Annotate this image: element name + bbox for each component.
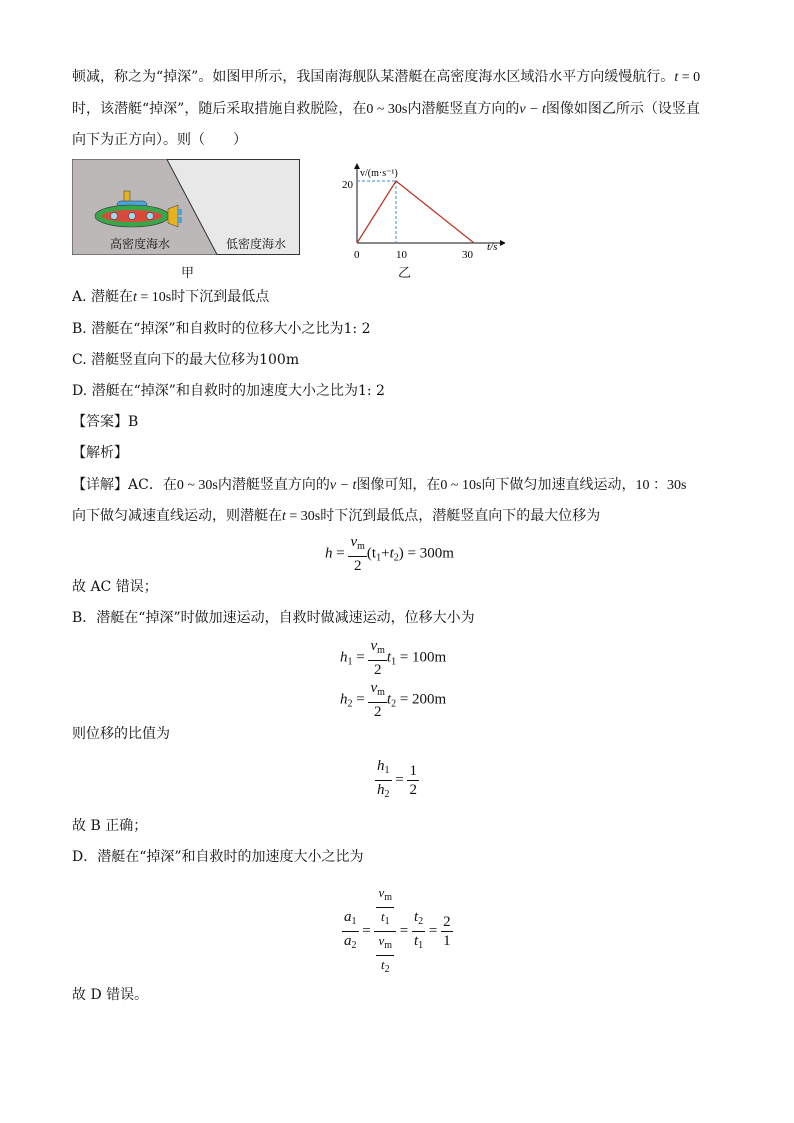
- x-tick-30: 30: [462, 249, 473, 261]
- velocity-series-line: [357, 181, 474, 243]
- d-conclusion: 故 D 错误。: [72, 987, 149, 1003]
- d-heading: D．潜艇在“掉深”和自救时的加速度大小之比为: [72, 849, 364, 865]
- y-axis-label: v/(m·s⁻¹): [360, 168, 398, 179]
- x-tick-10: 10: [396, 249, 407, 261]
- equation-h-max: h = $\frac{v_m}{2}$ $(t_1+t_2) = 300m$: [325, 534, 454, 574]
- detail-line-1: 【详解】AC．在0 ~ 30s内潜艇竖直方向的v − t图像可知，在0 ~ 10s向下做匀加速直线运动，10 ：30s: [72, 477, 687, 493]
- option-a: A. 潜艇在t = 10s时下沉到最低点: [72, 289, 270, 305]
- figure-vt-graph: [330, 163, 505, 273]
- question-line-1: 顿减，称之为“掉深”。如图甲所示，我国南海舰队某潜艇在高密度海水区域沿水平方向缓慢航行。t = 0: [72, 69, 701, 85]
- b-heading: B．潜艇在“掉深”时做加速运动，自救时做减速运动，位移大小为: [72, 610, 475, 626]
- x-axis-label: t/s: [487, 241, 498, 253]
- ac-conclusion: 故 AC 错误；: [72, 579, 158, 595]
- y-tick-20: 20: [342, 179, 353, 191]
- equation-h1: $h_1$ = $\frac{v_m}{2}$ $t_1 = 100m$: [340, 638, 447, 678]
- option-c: C. 潜艇竖直向下的最大位移为100m: [72, 352, 300, 368]
- figure-a-caption: 甲: [181, 266, 195, 281]
- origin-label: 0: [354, 249, 360, 261]
- option-b: B. 潜艇在“掉深”和自救时的位移大小之比为1: 2: [72, 321, 371, 337]
- answer-line: 【答案】B: [72, 414, 139, 430]
- ratio-heading: 则位移的比值为: [72, 726, 170, 742]
- question-line-2: 时，该潜艇“掉深”，随后采取措施自救脱险，在0 ~ 30s内潜艇竖直方向的v − t图像如图乙所示（设竖直: [72, 101, 700, 117]
- high-density-label: 高密度海水: [110, 237, 171, 251]
- figure-b-caption: 乙: [398, 266, 412, 281]
- question-line-3: 向下为正方向）。则（ ）: [72, 132, 247, 148]
- analysis-heading: 【解析】: [72, 445, 128, 461]
- x-axis-arrow: [500, 240, 505, 246]
- equation-h-ratio: $\frac{h_1}{h_2}$ = $\frac{1}{2}$: [377, 758, 417, 800]
- equation-h2: $h_2$ = $\frac{v_m}{2}$ $t_2 = 200m$: [340, 680, 447, 720]
- b-conclusion: 故 B 正确；: [72, 818, 148, 834]
- detail-line-2: 向下做匀减速直线运动，则潜艇在t = 30s时下沉到最低点，潜艇竖直向下的最大位移为: [72, 508, 601, 524]
- low-density-label: 低密度海水: [226, 237, 287, 251]
- option-d: D. 潜艇在“掉深”和自救时的加速度大小之比为1: 2: [72, 383, 385, 399]
- equation-a-ratio: $\frac{a_1}{a_2}$ = $\frac{\frac{v_m}{t_1}}{\frac{v_m}{t_2}}$ = $\frac{t_2}{t_1}$ = $\frac{2}{1}$: [344, 885, 451, 975]
